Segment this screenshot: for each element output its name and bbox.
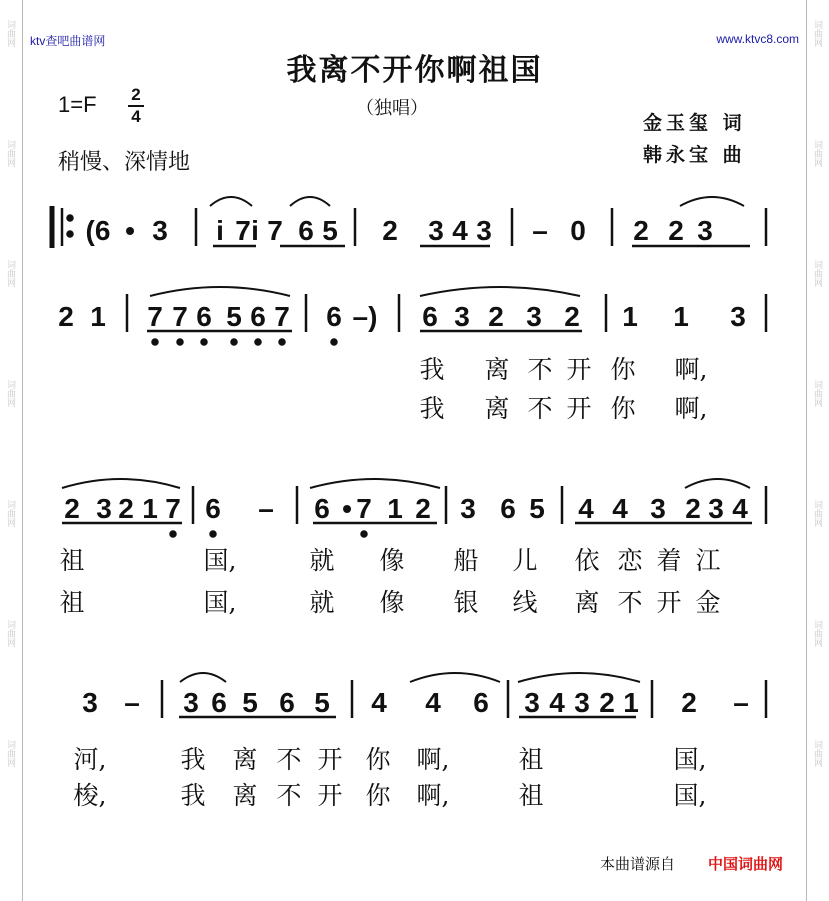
note: –): [352, 301, 378, 332]
lyric-verse-1: 国,: [203, 546, 237, 575]
note: 7: [235, 215, 251, 246]
note: 2: [58, 301, 74, 332]
note: 2: [599, 687, 615, 718]
slur: [410, 673, 500, 682]
lyric-verse-1: 我: [419, 355, 445, 384]
note: 3: [708, 493, 724, 524]
source-site-link[interactable]: 中国词曲网: [708, 855, 784, 873]
note: 4: [549, 687, 565, 718]
note: 2: [382, 215, 398, 246]
lyric-verse-1: 不: [527, 355, 553, 384]
note: 3: [650, 493, 666, 524]
note: 6: [314, 493, 330, 524]
note: 6: [250, 301, 266, 332]
lyric-verse-2: 我: [180, 781, 206, 810]
side-watermark: 词曲网: [5, 260, 15, 287]
note: 5: [226, 301, 242, 332]
site-watermark-right[interactable]: www.ktvc8.com: [716, 32, 799, 46]
side-watermark: 词曲网: [812, 500, 822, 527]
lyric-verse-1: 开: [317, 745, 343, 774]
note: 5: [322, 215, 338, 246]
side-watermark: 词曲网: [812, 140, 822, 167]
lyric-verse-2: 啊,: [416, 781, 450, 810]
lyric-verse-2: 祖: [59, 588, 85, 617]
note: 3: [183, 687, 199, 718]
note: (6: [85, 215, 111, 246]
side-watermark: 词曲网: [5, 380, 15, 407]
note: i: [216, 215, 224, 246]
note: 3: [454, 301, 470, 332]
lyric-verse-2: 祖: [518, 781, 544, 810]
lyric-verse-1: 你: [365, 745, 391, 774]
repeat-dot: [68, 216, 73, 221]
note: 4: [425, 687, 441, 718]
lyric-verse-1: 像: [379, 546, 405, 575]
note: 3: [574, 687, 590, 718]
octave-dot: [362, 532, 367, 537]
note: 1: [623, 687, 639, 718]
note: 4: [452, 215, 468, 246]
note: 4: [371, 687, 387, 718]
slur: [310, 479, 440, 488]
lyric-verse-1: 啊,: [416, 745, 450, 774]
lyric-verse-1: 离: [232, 745, 258, 774]
note: 4: [578, 493, 594, 524]
note: 4: [612, 493, 628, 524]
note: •: [125, 215, 135, 246]
note: 7: [267, 215, 283, 246]
note: 0: [570, 215, 586, 246]
lyric-verse-2: 你: [365, 781, 391, 810]
lyric-verse-1: 儿: [512, 546, 538, 575]
lyric-verse-1: 着: [656, 546, 682, 575]
note: 2: [415, 493, 431, 524]
lyric-verse-1: 祖: [59, 546, 85, 575]
note: 2: [685, 493, 701, 524]
note: 6: [211, 687, 227, 718]
meter-top: 2: [131, 85, 141, 104]
note: 3: [428, 215, 444, 246]
tempo-marking: 稍慢、深情地: [58, 150, 191, 175]
note: –: [258, 493, 274, 524]
song-title: 我离不开你啊祖国: [286, 53, 543, 88]
slur: [680, 197, 744, 206]
lyric-verse-2: 开: [656, 588, 682, 617]
lyric-verse-2: 国,: [673, 781, 707, 810]
note: 1: [673, 301, 689, 332]
side-watermark: 词曲网: [5, 500, 15, 527]
lyric-verse-2: 我: [419, 394, 445, 423]
note: 3: [697, 215, 713, 246]
lyric-verse-2: 离: [484, 394, 510, 423]
lyric-verse-2: 梭,: [73, 781, 107, 810]
note: 5: [529, 493, 545, 524]
side-watermark: 词曲网: [5, 20, 15, 47]
lyric-verse-2: 离: [232, 781, 258, 810]
note: 6: [326, 301, 342, 332]
lyric-verse-2: 金: [695, 588, 721, 617]
lyric-verse-2: 国,: [203, 588, 237, 617]
lyric-verse-1: 我: [180, 745, 206, 774]
octave-dot: [153, 340, 158, 345]
lyric-verse-1: 江: [695, 546, 721, 575]
note: 3: [730, 301, 746, 332]
note: 7: [147, 301, 163, 332]
lyric-verse-2: 像: [379, 588, 405, 617]
slur: [150, 287, 290, 296]
side-watermark: 词曲网: [812, 620, 822, 647]
meter-bottom: 4: [131, 107, 141, 126]
octave-dot: [232, 340, 237, 345]
octave-dot: [332, 340, 337, 345]
octave-dot: [178, 340, 183, 345]
note: 7: [356, 493, 372, 524]
slur: [518, 673, 640, 682]
note: 3: [526, 301, 542, 332]
note: –: [124, 687, 140, 718]
lyric-verse-1: 祖: [518, 745, 544, 774]
octave-dot: [202, 340, 207, 345]
note: 3: [96, 493, 112, 524]
lyric-verse-2: 开: [317, 781, 343, 810]
lyric-verse-2: 就: [309, 588, 335, 617]
slur: [685, 479, 750, 488]
note: i: [251, 215, 259, 246]
note: 2: [488, 301, 504, 332]
note: 6: [205, 493, 221, 524]
note: 6: [279, 687, 295, 718]
lyric-verse-1: 国,: [673, 745, 707, 774]
side-watermark: 词曲网: [5, 140, 15, 167]
lyric-verse-1: 船: [453, 546, 479, 575]
lyric-verse-1: 河,: [73, 745, 107, 774]
composer-credit: 韩永宝 曲: [643, 144, 746, 166]
note: 6: [196, 301, 212, 332]
note: 2: [564, 301, 580, 332]
lyric-verse-1: 离: [484, 355, 510, 384]
lyric-verse-2: 线: [512, 588, 538, 617]
side-watermark: 词曲网: [5, 740, 15, 767]
side-watermark: 词曲网: [812, 380, 822, 407]
note: 1: [387, 493, 403, 524]
note: 3: [460, 493, 476, 524]
note: 7: [165, 493, 181, 524]
note: 2: [633, 215, 649, 246]
note: 2: [681, 687, 697, 718]
note: 3: [476, 215, 492, 246]
side-watermark: 词曲网: [812, 260, 822, 287]
octave-dot: [256, 340, 261, 345]
lyricist-credit: 金玉玺 词: [643, 112, 746, 134]
lyric-verse-2: 不: [617, 588, 643, 617]
side-watermark: 词曲网: [812, 20, 822, 47]
lyric-verse-1: 就: [309, 546, 335, 575]
side-watermark: 词曲网: [5, 620, 15, 647]
note: 1: [90, 301, 106, 332]
note: 7: [274, 301, 290, 332]
lyrics-layer: [59, 355, 720, 810]
performance-type: （独唱）: [356, 98, 428, 119]
lyric-verse-2: 啊,: [674, 394, 708, 423]
lyric-verse-1: 恋: [617, 546, 643, 575]
repeat-dot: [68, 232, 73, 237]
note: 2: [64, 493, 80, 524]
note: 5: [242, 687, 258, 718]
note: 3: [152, 215, 168, 246]
side-watermark: 词曲网: [812, 740, 822, 767]
note: –: [532, 215, 548, 246]
note: 2: [668, 215, 684, 246]
lyric-verse-2: 你: [610, 394, 636, 423]
lyric-verse-1: 你: [610, 355, 636, 384]
note: 6: [500, 493, 516, 524]
note: 5: [314, 687, 330, 718]
octave-dot: [171, 532, 176, 537]
lyric-verse-2: 离: [574, 588, 600, 617]
slur: [210, 197, 252, 206]
lyric-verse-1: 依: [574, 546, 600, 575]
note: 3: [524, 687, 540, 718]
note: 4: [732, 493, 748, 524]
slur: [420, 287, 580, 296]
octave-dot: [280, 340, 285, 345]
lyric-verse-1: 不: [276, 745, 302, 774]
note: 3: [82, 687, 98, 718]
source-label: 本曲谱源自: [600, 855, 676, 873]
slur: [180, 673, 226, 682]
lyric-verse-1: 啊,: [674, 355, 708, 384]
lyric-verse-2: 不: [276, 781, 302, 810]
octave-dot: [211, 532, 216, 537]
site-watermark-left[interactable]: ktv查吧曲谱网: [30, 34, 106, 48]
note: 6: [422, 301, 438, 332]
lyric-verse-2: 银: [453, 588, 479, 617]
note: 7: [172, 301, 188, 332]
lyric-verse-2: 开: [566, 394, 592, 423]
note: 1: [622, 301, 638, 332]
key-signature: 1=F: [58, 92, 97, 117]
lyric-verse-2: 不: [527, 394, 553, 423]
note: 2: [118, 493, 134, 524]
note: 6: [473, 687, 489, 718]
marks-layer: [52, 197, 766, 718]
slur: [290, 197, 330, 206]
note: –: [733, 687, 749, 718]
slur: [62, 479, 180, 488]
note: 1: [142, 493, 158, 524]
note: •: [342, 493, 352, 524]
lyric-verse-1: 开: [566, 355, 592, 384]
notes-layer: [58, 215, 749, 718]
note: 6: [298, 215, 314, 246]
